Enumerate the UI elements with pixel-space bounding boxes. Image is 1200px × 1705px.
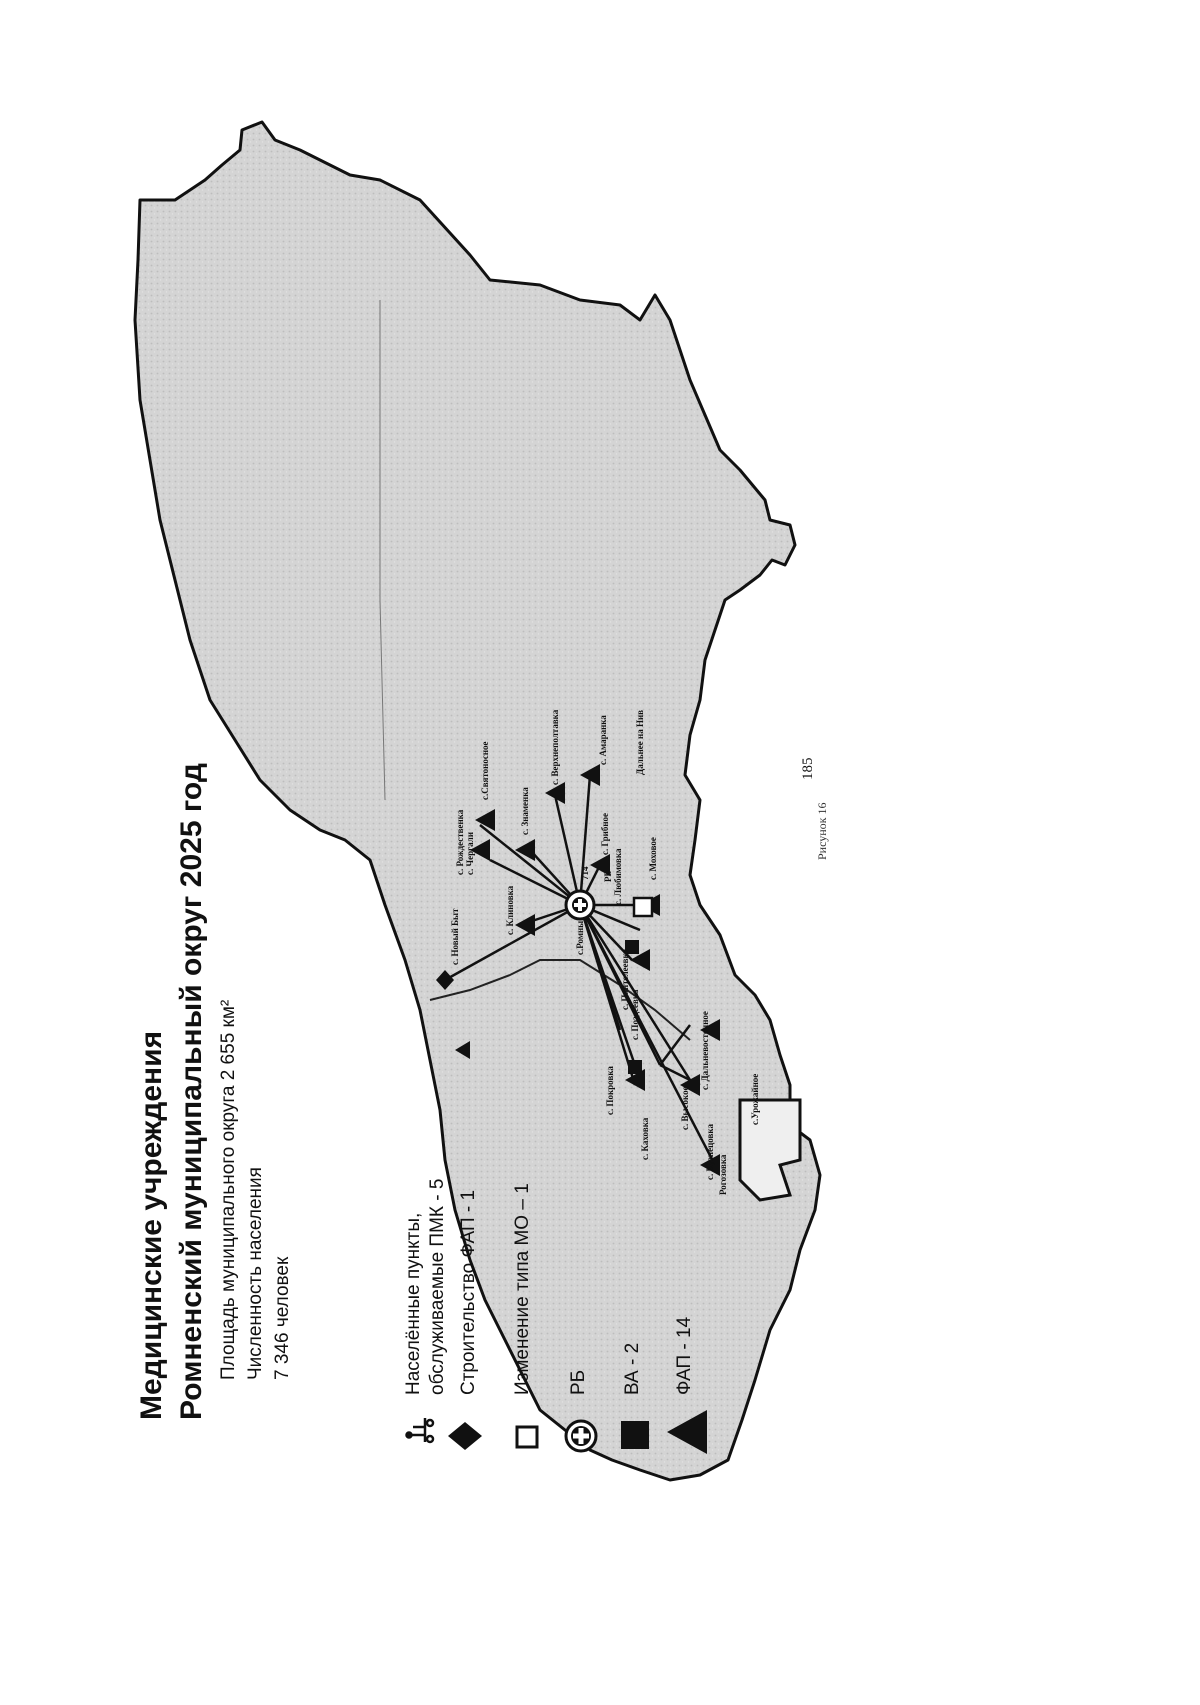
map-label: 714 [580,866,590,880]
legend-rb: РБ [568,1369,589,1395]
filled-square-icon [620,1420,650,1450]
map-label: с. Поздеевка [630,989,640,1040]
diamond-icon [448,1422,482,1450]
map-label: с. Пантелеевка [620,948,630,1010]
circle-plus-icon [563,1418,599,1454]
map-label: Рогозовка [718,1154,728,1195]
legend-pmk-line2: обслуживаемые ПМК - 5 [427,1178,448,1395]
map-label: РБ [603,870,613,882]
rb-marker [566,891,594,919]
map-label: с. Покровка [605,1066,615,1115]
map-label: с. Грибное [600,812,610,855]
map-label: с. Любимовка [613,848,623,905]
map-label: с. Амаранка [598,715,608,765]
map-label: с. Чергали [465,831,475,875]
legend-changed-mo: Изменение типа МО – 1 [512,1183,533,1395]
map-label: с. Моховое [648,837,658,880]
map-label: с.Ромны [575,920,585,955]
title-line-2: Ромненский муниципальный округ 2025 год [175,763,208,1420]
pmk-icon [405,1415,435,1445]
map-label: Дальнее на Нив [635,710,645,775]
area-text: Площадь муниципального округа 2 655 км² [218,999,239,1380]
map-label: с. Кузнецовка [705,1124,715,1180]
legend-new-fap: Строительство ФАП - 1 [458,1189,479,1395]
page-number: 185 [800,757,816,780]
legend-va: ВА - 2 [622,1342,643,1395]
open-square-icon [515,1425,539,1449]
va-marker-1 [628,1060,642,1074]
map-label: с. Каховка [640,1117,650,1160]
legend-pmk-line1: Населённые пункты, [403,1212,424,1395]
map-label: с.Святоносное [480,741,490,800]
population-value: 7 346 человек [272,1256,293,1380]
map-label: с. Новый Быт [450,908,460,965]
population-label: Численность населения [245,1167,266,1380]
map-label: с. Дальневосточное [700,1011,710,1090]
map-label: с. Клиновка [505,885,515,935]
triangle-icon [667,1410,707,1454]
figure-caption: Рисунок 16 [815,802,829,860]
map-label: с. Знаменка [520,787,530,835]
map-label: с. Рождественка [455,809,465,875]
map-label: с. Верхнеполтавка [550,709,560,785]
map-label: с. Высокое [680,1086,690,1130]
changed-mo-marker [634,898,652,916]
map-label: с.Урожайное [750,1073,760,1125]
title-line-1: Медицинские учреждения [135,1030,168,1420]
legend-fap: ФАП - 14 [674,1316,695,1395]
